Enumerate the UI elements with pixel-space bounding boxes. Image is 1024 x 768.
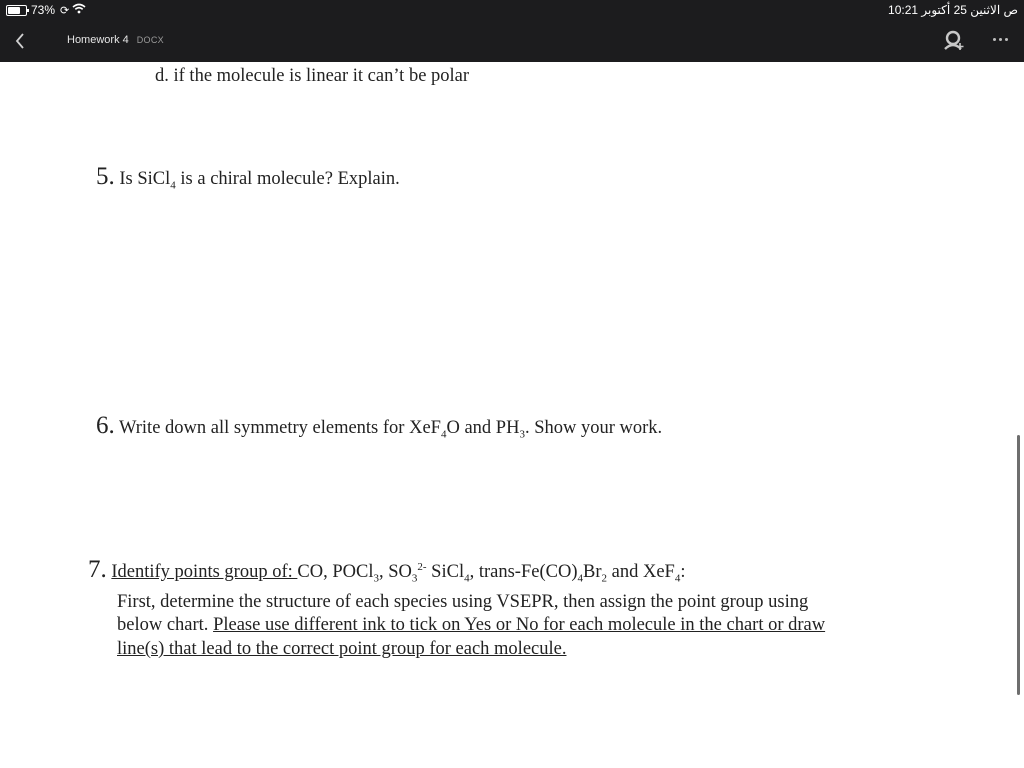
more-dots-icon	[993, 38, 996, 41]
question-7-line-3: below chart. Please use different ink to tick on Yes or No for each molecule in the chart or draw	[117, 615, 826, 635]
more-options-button[interactable]	[988, 31, 1012, 47]
document-extension: DOCX	[136, 35, 164, 45]
add-person-button[interactable]	[942, 29, 966, 53]
question-5-number: 5.	[96, 163, 115, 190]
battery-level-fill	[8, 7, 20, 14]
chevron-left-icon	[15, 33, 25, 49]
back-button[interactable]	[8, 28, 32, 54]
vertical-scrollbar[interactable]	[1017, 435, 1020, 695]
question-6: 6. Write down all symmetry elements for XeF$_4$O and $PH_3$. Show your work.	[96, 412, 663, 441]
option-d-text: d. if the molecule is linear it can’t be polar	[155, 66, 470, 86]
question-5: 5. Is SiCl$_4$ is a chiral molecule? Explain.	[96, 163, 400, 192]
question-7-line-4: line(s) that lead to the correct point group for each molecule.	[117, 639, 567, 659]
document-page	[0, 62, 1024, 768]
top-bar	[0, 0, 1024, 62]
question-6-number: 6.	[96, 412, 115, 439]
document-title	[67, 34, 164, 46]
question-7-line-1: 7. Identify points group of: CO, POCl$_3$, $SO_3^{2-}$ SiCl$_4$, trans-$Fe(CO)_4Br_2$ and XeF$_4$:	[88, 556, 686, 585]
status-bar-left	[6, 2, 86, 18]
battery-icon	[6, 5, 27, 16]
status-bar-right	[888, 2, 1018, 18]
battery-percent: 73%	[31, 3, 56, 17]
status-time-date: 10:21 ص الاثنين 25 أكتوبر	[888, 3, 1018, 17]
rotation-lock-icon: ⟳	[60, 4, 70, 17]
wifi-icon	[72, 3, 86, 17]
add-person-icon	[942, 29, 966, 53]
question-7-line-2: First, determine the structure of each species using VSEPR, then assign the point group using	[117, 592, 809, 612]
question-7-number: 7.	[88, 556, 107, 583]
document-name: Homework 4	[67, 34, 129, 46]
